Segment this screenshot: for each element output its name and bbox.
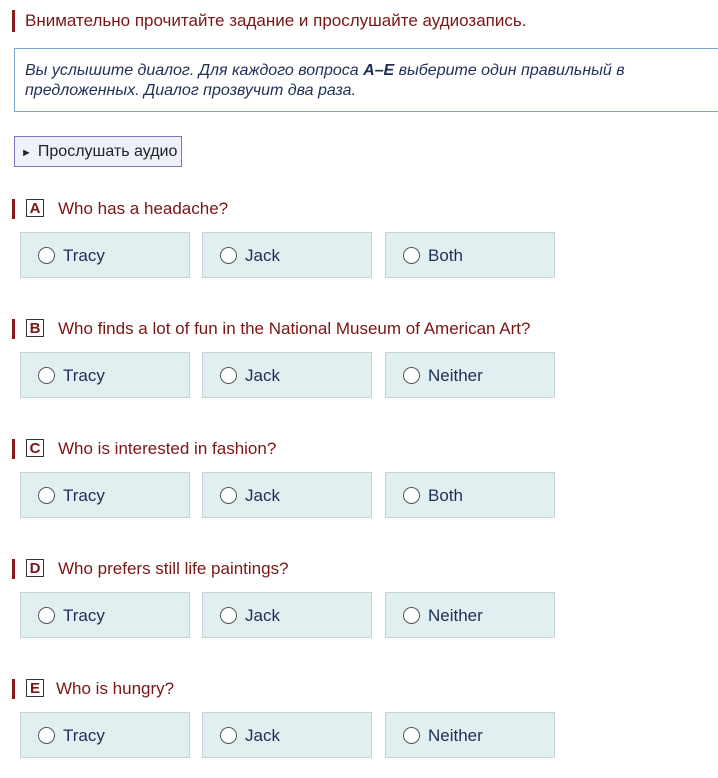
question-e (12, 678, 718, 745)
question-marker-bar (12, 199, 15, 219)
question-marker-bar (12, 559, 15, 579)
question-letter: B (26, 319, 44, 337)
option-label: Neither (428, 726, 483, 745)
question-marker-bar (12, 679, 15, 699)
option-jack[interactable] (202, 352, 372, 398)
option-label: Tracy (63, 606, 105, 625)
radio-button-icon[interactable] (220, 607, 237, 624)
radio-button-icon[interactable] (403, 607, 420, 624)
option-tracy[interactable] (20, 592, 190, 638)
instruction-heading: Внимательно прочитайте задание и прослушайте аудиозапись. (12, 10, 526, 32)
radio-button-icon[interactable] (38, 367, 55, 384)
option-jack[interactable] (202, 712, 372, 758)
question-marker-bar (12, 319, 15, 339)
radio-button-icon[interactable] (403, 247, 420, 264)
radio-button-icon[interactable] (38, 607, 55, 624)
option-label: Tracy (63, 726, 105, 745)
question-letter: A (26, 199, 44, 217)
question-letter: E (26, 679, 44, 697)
play-arrow-icon: ► (21, 147, 32, 159)
option-label: Jack (245, 246, 280, 265)
radio-button-icon[interactable] (403, 367, 420, 384)
option-tracy[interactable] (20, 472, 190, 518)
option-label: Tracy (63, 486, 105, 505)
option-label: Neither (428, 366, 483, 385)
radio-button-icon[interactable] (403, 727, 420, 744)
task-text-line2: предложенных. Диалог прозвучит два раза. (25, 82, 357, 99)
option-neither[interactable] (385, 712, 555, 758)
option-tracy[interactable] (20, 712, 190, 758)
question-a (12, 198, 718, 265)
radio-button-icon[interactable] (403, 487, 420, 504)
option-label: Jack (245, 486, 280, 505)
question-letter: C (26, 439, 44, 457)
task-text-after: выберите один правильный в (394, 62, 625, 79)
option-both[interactable] (385, 232, 555, 278)
question-text: Who prefers still life paintings? (58, 559, 289, 578)
radio-button-icon[interactable] (38, 247, 55, 264)
option-label: Jack (245, 366, 280, 385)
option-both[interactable] (385, 472, 555, 518)
task-range: A–E (363, 62, 395, 79)
option-neither[interactable] (385, 592, 555, 638)
option-tracy[interactable] (20, 352, 190, 398)
task-text-before: Вы услышите диалог. Для каждого вопроса (25, 62, 364, 79)
radio-button-icon[interactable] (38, 727, 55, 744)
option-label: Neither (428, 606, 483, 625)
option-label: Tracy (63, 246, 105, 265)
option-label: Jack (245, 606, 280, 625)
question-text: Who is interested in fashion? (58, 439, 277, 458)
play-audio-button[interactable] (14, 136, 182, 167)
question-text: Who has a headache? (58, 199, 229, 218)
task-description (14, 48, 718, 112)
option-jack[interactable] (202, 472, 372, 518)
option-label: Both (428, 486, 463, 505)
radio-button-icon[interactable] (220, 727, 237, 744)
question-d (12, 558, 718, 625)
radio-button-icon[interactable] (220, 247, 237, 264)
option-label: Both (428, 246, 463, 265)
radio-button-icon[interactable] (220, 367, 237, 384)
question-c (12, 438, 718, 505)
option-label: Tracy (63, 366, 105, 385)
question-letter: D (26, 559, 44, 577)
option-jack[interactable] (202, 592, 372, 638)
option-label: Jack (245, 726, 280, 745)
question-marker-bar (12, 439, 15, 459)
question-text: Who finds a lot of fun in the National Museum of American Art? (58, 319, 531, 338)
option-tracy[interactable] (20, 232, 190, 278)
radio-button-icon[interactable] (38, 487, 55, 504)
option-jack[interactable] (202, 232, 372, 278)
option-neither[interactable] (385, 352, 555, 398)
question-text: Who is hungry? (56, 679, 175, 698)
radio-button-icon[interactable] (220, 487, 237, 504)
question-b (12, 318, 718, 385)
play-audio-label: Прослушать аудио (37, 143, 178, 160)
